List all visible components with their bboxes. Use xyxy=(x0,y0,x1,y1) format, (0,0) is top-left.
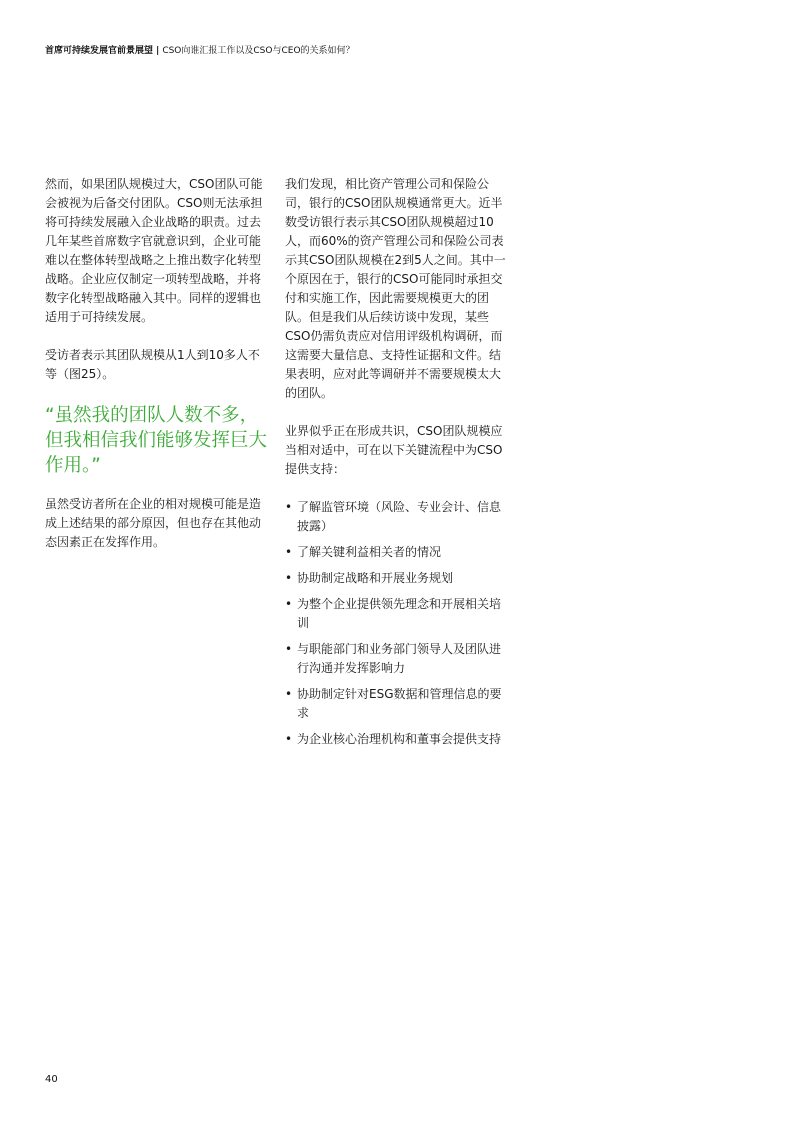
bullet-icon: • xyxy=(285,545,293,559)
list-item-text: 了解关键利益相关者的情况 xyxy=(297,545,442,559)
right-column xyxy=(285,175,510,756)
list-item-text: 协助制定战略和开展业务规划 xyxy=(297,571,454,585)
right-paragraph-1: 我们发现，相比资产管理公司和保险公司，银行的CSO团队规模通常更大。近半数受访银行表示其CSO团队规模超过10人，而60%的资产管理公司和保险公司表示其CSO团队规模在2到5人之间。其中一个原因在于，银行的CSO可能同时承担交付和实施工作，因此需要规模更大的团队。但是我们从后续访谈中发现，某些CSO仍需负责应对信用评级机构调研，而这需要大量信息、支持性证据和文件。结果表明，应对此等调研并不需要规模太大的团队。 xyxy=(285,177,506,400)
header-title: 首席可持续发展官前景展望 xyxy=(45,46,154,56)
page-number: 40 xyxy=(45,1074,58,1085)
bullet-icon: • xyxy=(285,571,293,585)
list-item xyxy=(285,640,510,678)
bullet-icon: • xyxy=(285,687,293,701)
header-subtitle: CSO向谁汇报工作以及CSO与CEO的关系如何？ xyxy=(162,46,355,56)
header-separator: | xyxy=(156,46,160,56)
left-paragraph-1: 然而，如果团队规模过大，CSO团队可能会被视为后备交付团队。CSO则无法承担将可持续发展融入企业战略的职责。过去几年某些首席数字官就意识到，企业可能难以在整体转型战略之上推出数字化转型战略。企业应仅制定一项转型战略，并将数字化转型战略融入其中。同样的逻辑也适用于可持续发展。 xyxy=(45,177,263,324)
list-item xyxy=(285,498,510,536)
support-process-list xyxy=(285,498,510,749)
list-item-text: 为企业核心治理机构和董事会提供支持 xyxy=(297,732,502,746)
list-item-text: 了解监管环境（风险、专业会计、信息披露） xyxy=(297,500,502,533)
bullet-icon: • xyxy=(285,732,293,746)
list-item xyxy=(285,543,510,562)
bullet-icon: • xyxy=(285,597,293,611)
bullet-icon: • xyxy=(285,642,293,656)
bullet-icon: • xyxy=(285,500,293,514)
pull-quote: “虽然我的团队人数不多，但我相信我们能够发挥巨大作用。” xyxy=(45,405,268,476)
list-item xyxy=(285,595,510,633)
left-paragraph-3: 虽然受访者所在企业的相对规模可能是造成上述结果的部分原因，但也存在其他动态因素正在发挥作用。 xyxy=(45,497,262,549)
list-item-text: 协助制定针对ESG数据和管理信息的要求 xyxy=(297,687,502,720)
list-item-text: 与职能部门和业务部门领导人及团队进行沟通并发挥影响力 xyxy=(297,642,502,675)
list-item xyxy=(285,569,510,588)
list-item-text: 为整个企业提供领先理念和开展相关培训 xyxy=(297,597,502,630)
left-column xyxy=(45,175,267,571)
list-item xyxy=(285,685,510,723)
running-header xyxy=(45,43,355,56)
right-paragraph-2: 业界似乎正在形成共识，CSO团队规模应当相对适中，可在以下关键流程中为CSO提供支持： xyxy=(285,424,503,476)
left-paragraph-2: 受访者表示其团队规模从1人到10多人不等（图25）。 xyxy=(45,348,260,381)
list-item xyxy=(285,730,510,749)
